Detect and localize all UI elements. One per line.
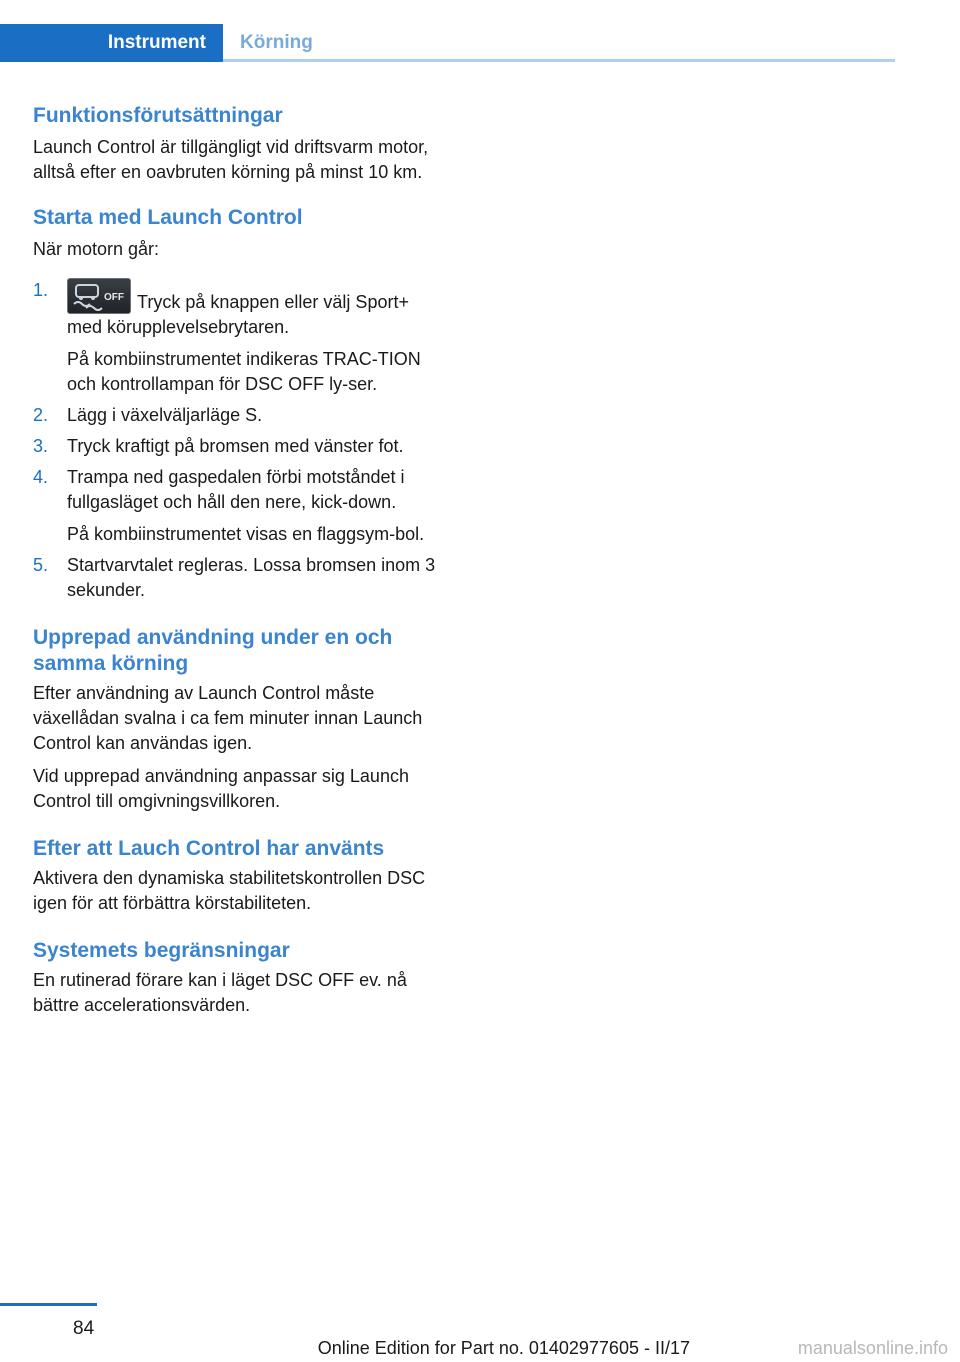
edition-note: Online Edition for Part no. 01402977605 - II/17 <box>317 1338 690 1358</box>
step-text: Trampa ned gaspedalen förbi motståndet i fullgasläget och håll den nere, kick-down. <box>67 467 405 512</box>
step-text: Lägg i växelväljarläge S. <box>67 405 263 425</box>
step-text <box>67 278 448 340</box>
paragraph: En rutinerad förare kan i läget DSC OFF ev. nå bättre accelerationsvärden. <box>33 970 407 1015</box>
section-limits <box>33 938 448 1018</box>
paragraph: Vid upprepad användning anpassar sig Launch Control till omgivningsvillkoren. <box>33 766 409 811</box>
tab-divider <box>223 59 895 62</box>
step-number: 3. <box>33 436 49 456</box>
step-text-content: Tryck på knappen eller välj Sport+ med körupplevelsebrytaren. <box>67 292 409 337</box>
paragraph: Efter användning av Launch Control måste växellådan svalna i ca fem minuter innan Launch Control kan användas igen. <box>33 683 423 753</box>
section-heading: Systemets begränsningar <box>33 939 290 962</box>
section-start <box>33 205 448 603</box>
footer-rule <box>0 1303 97 1306</box>
page-number: 84 <box>73 1318 95 1339</box>
section-heading: Upprepad användning under en och samma körning <box>33 626 393 675</box>
section-heading: Starta med Launch Control <box>33 206 303 229</box>
step-text: Startvarvtalet regleras. Lossa bromsen inom 3 sekunder. <box>67 555 436 600</box>
step-number: 1. <box>33 280 49 300</box>
section-repeat-use <box>33 625 448 814</box>
list-item <box>33 465 448 547</box>
dsc-off-button-icon <box>67 278 131 314</box>
watermark: manualsonline.info <box>797 1338 948 1358</box>
step-number: 4. <box>33 467 49 487</box>
section-heading: Efter att Lauch Control har använts <box>33 837 385 860</box>
paragraph: När motorn går: <box>33 239 160 259</box>
list-item <box>33 403 448 428</box>
step-note: På kombiinstrumentet visas en flaggsym-bol. <box>67 524 425 544</box>
section-after-use <box>33 836 448 916</box>
section-heading: Funktionsförutsättningar <box>33 104 283 127</box>
chapter-tabs <box>0 24 895 62</box>
step-number: 2. <box>33 405 49 425</box>
step-text: Tryck kraftigt på bromsen med vänster fot. <box>67 436 404 456</box>
tab-instrument[interactable]: Instrument <box>0 24 223 62</box>
step-number: 5. <box>33 555 49 575</box>
step-note: På kombiinstrumentet indikeras TRAC-TION och kontrollampan för DSC OFF ly-ser. <box>67 349 421 394</box>
paragraph: Aktivera den dynamiska stabilitetskontrollen DSC igen för att förbättra körstabiliteten. <box>33 868 426 913</box>
list-item <box>33 278 448 397</box>
tab-korning[interactable]: Körning <box>240 32 313 53</box>
list-item <box>33 553 448 603</box>
svg-text:OFF: OFF <box>104 292 124 303</box>
steps-list <box>33 278 448 603</box>
list-item <box>33 434 448 459</box>
paragraph: Launch Control är tillgängligt vid driftsvarm motor, alltså efter en oavbruten körning på minst 10 km. <box>33 137 429 182</box>
page-content <box>33 103 448 1018</box>
section-prerequisites <box>33 103 448 185</box>
